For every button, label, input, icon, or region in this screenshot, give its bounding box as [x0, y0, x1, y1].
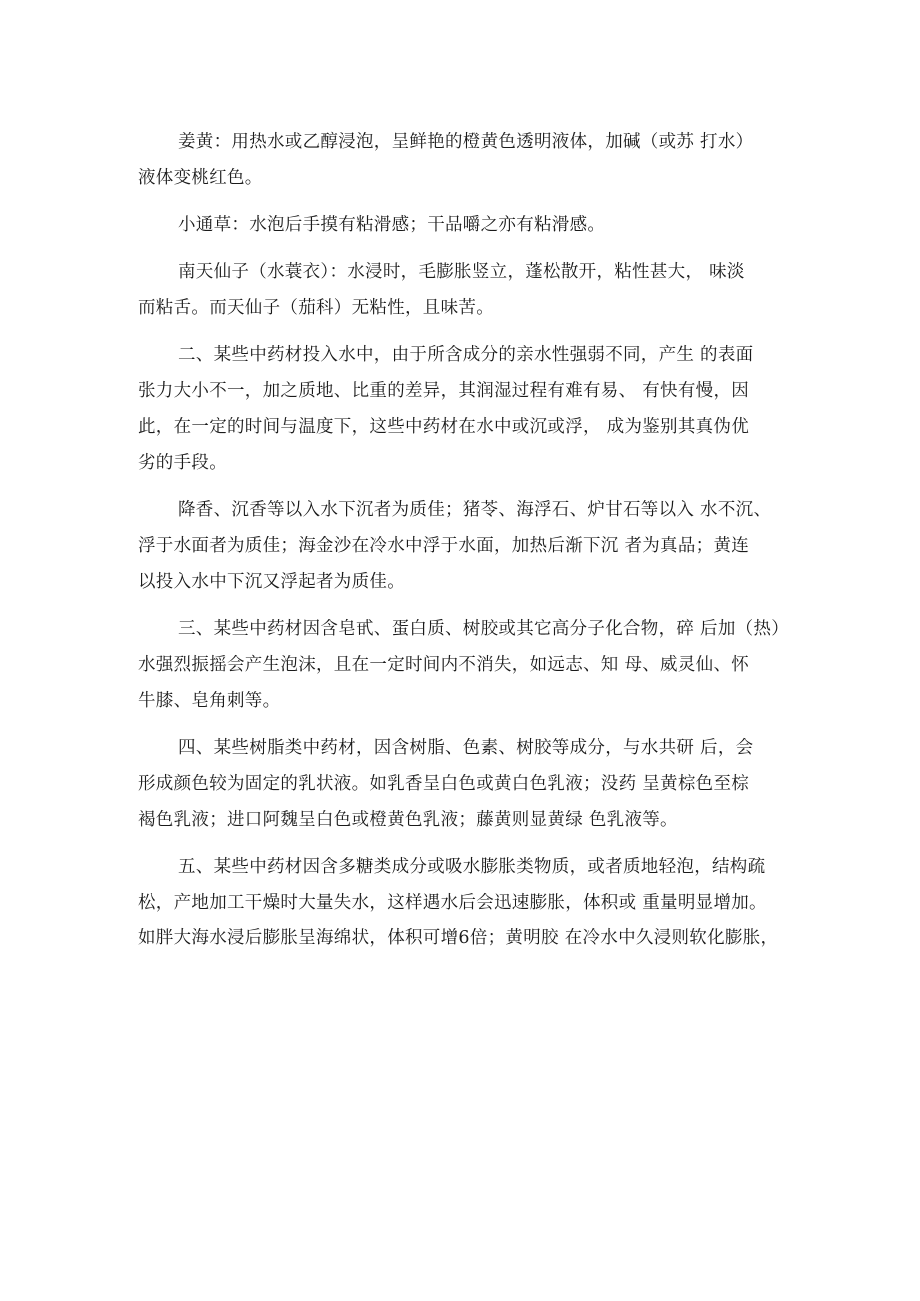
text-line: 降香、沉香等以入水下沉者为质佳；猪苓、海浮石、炉甘石等以入 水不沉、: [178, 500, 772, 521]
text-line: 小通草：水泡后手摸有粘滑感；干品嚼之亦有粘滑感。: [178, 215, 606, 236]
paragraph-sink-float-examples: [138, 493, 798, 600]
text-line: 以投入水中下沉又浮起者为质佳。: [138, 571, 405, 592]
text-line: 五、某些中药材因含多糖类成分或吸水膨胀类物质，或者质地轻泡，结构疏: [178, 856, 766, 877]
text-line: 形成颜色较为固定的乳状液。如乳香呈白色或黄白色乳液；没药 呈黄棕色至棕: [138, 773, 750, 794]
text-line: 而粘舌。而天仙子（茄科）无粘性，且味苦。: [138, 298, 494, 319]
paragraph-hygrophila: [138, 255, 798, 327]
text-line: 褐色乳液；进口阿魏呈白色或橙黄色乳液；藤黄则显黄绿 色乳液等。: [138, 809, 678, 830]
text-line: 四、某些树脂类中药材，因含树脂、色素、树胶等成分，与水共研 后，会: [178, 737, 754, 758]
text-line: 南天仙子（水蓑衣）：水浸时，毛膨胀竖立，蓬松散开，粘性甚大， 味淡: [178, 262, 745, 283]
text-line: 姜黄：用热水或乙醇浸泡，呈鲜艳的橙黄色透明液体，加碱（或苏 打水）: [178, 132, 754, 152]
paragraph-turmeric: [138, 125, 798, 197]
text-line: 张力大小不一，加之质地、比重的差异，其润湿过程有难有易、 有快有慢，因: [138, 381, 750, 402]
text-line: 浮于水面者为质佳；海金沙在冷水中浮于水面，加热后渐下沉 者为真品；黄连: [138, 535, 750, 556]
paragraph-section-three: [138, 612, 798, 719]
text-line: 牛膝、皂角刺等。: [138, 690, 281, 711]
paragraph-section-four: [138, 731, 798, 838]
text-line: 此，在一定的时间与温度下，这些中药材在水中或沉或浮， 成为鉴别其真伪优: [138, 417, 750, 438]
paragraph-section-two: [138, 338, 798, 481]
text-line: 劣的手段。: [138, 452, 227, 473]
paragraph-tetrapanax: [138, 208, 798, 244]
text-line: 松，产地加工干燥时大量失水，这样遇水后会迅速膨胀，体积或 重量明显增加。: [138, 892, 767, 913]
paragraph-section-five: [138, 850, 798, 957]
text-line: 二、某些中药材投入水中，由于所含成分的亲水性强弱不同，产生 的表面: [178, 345, 754, 366]
text-line: 水强烈振摇会产生泡沫，且在一定时间内不消失，如远志、知 母、威灵仙、怀: [138, 654, 750, 675]
document-body: [138, 125, 798, 969]
text-line: 液体变桃红色。: [138, 167, 263, 188]
text-line: 三、某些中药材因含皂甙、蛋白质、树胶或其它高分子化合物，碎 后加（热）: [178, 619, 790, 640]
text-line: 如胖大海水浸后膨胀呈海绵状，体积可增6倍；黄明胶 在冷水中久浸则软化膨胀，: [138, 928, 779, 949]
